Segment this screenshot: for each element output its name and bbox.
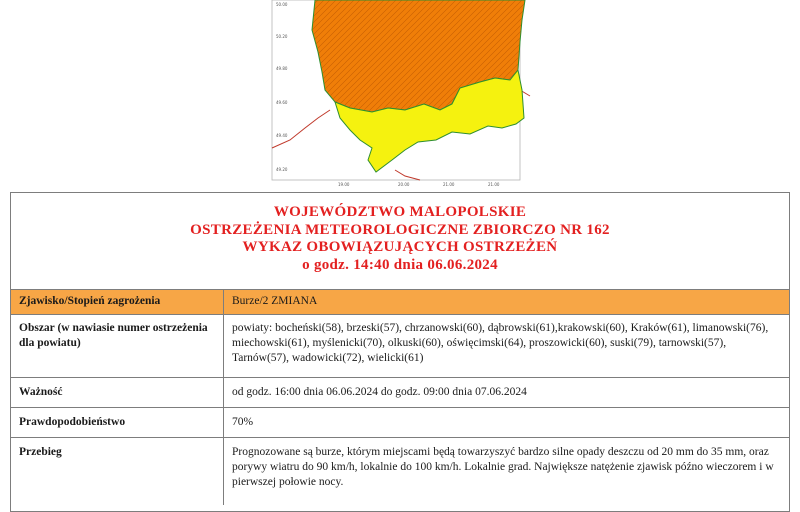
table-row bbox=[11, 438, 789, 506]
table-row bbox=[11, 315, 789, 378]
y-tick-label: 49.60 bbox=[276, 100, 288, 105]
warning-details bbox=[11, 290, 789, 505]
table-row bbox=[11, 378, 789, 408]
course-value: Prognozowane są burze, którym miejscami będą towarzyszyć bardzo silne opady deszczu od 20 mm do 35 mm, oraz porywy wiatru do 90 km/h, lokalnie do 100 km/h. Lokalnie grad. Największe natężenie zjawisk późno wieczorem i w pierwszej połowie nocy. bbox=[224, 438, 790, 506]
area-value: powiaty: bocheński(58), brzeski(57), chrzanowski(60), dąbrowski(61),krakowski(60), Kraków(61), limanowski(76), miechowski(61), myślenicki(70), olkuski(60), oświęcimski(64), proszowicki(60), suski(79), tarnowski(57), Tarnów(57), wadowicki(72), wielicki(61) bbox=[224, 315, 790, 378]
x-tick-label: 19.00 bbox=[338, 182, 350, 187]
warning-map bbox=[0, 0, 800, 192]
warning-table bbox=[10, 192, 790, 512]
validity-value: od godz. 16:00 dnia 06.06.2024 do godz. 09:00 dnia 07.06.2024 bbox=[224, 378, 790, 408]
bulletin-title: OSTRZEŻENIA METEOROLOGICZNE ZBIORCZO NR 162 bbox=[190, 221, 610, 238]
table-row bbox=[11, 408, 789, 438]
probability-label: Prawdopodobieństwo bbox=[11, 408, 224, 438]
issue-time: o godz. 14:40 dnia 06.06.2024 bbox=[302, 256, 498, 273]
course-label: Przebieg bbox=[11, 438, 224, 506]
warning-header bbox=[11, 193, 789, 290]
area-label: Obszar (w nawiasie numer ostrzeżenia dla powiatu) bbox=[11, 315, 224, 378]
y-tick-label: 50.20 bbox=[276, 34, 288, 39]
y-tick-label: 50.00 bbox=[276, 2, 288, 7]
phenomenon-value: Burze/2 ZMIANA bbox=[224, 290, 790, 315]
x-tick-label: 21.00 bbox=[443, 182, 455, 187]
map-svg bbox=[0, 0, 800, 192]
x-tick-label: 20.00 bbox=[398, 182, 410, 187]
phenomenon-label: Zjawisko/Stopień zagrożenia bbox=[11, 290, 224, 315]
table-row bbox=[11, 290, 789, 315]
x-tick-label: 21.00 bbox=[488, 182, 500, 187]
list-title: WYKAZ OBOWIĄZUJĄCYCH OSTRZEŻEŃ bbox=[242, 239, 558, 255]
y-tick-label: 49.40 bbox=[276, 133, 288, 138]
y-tick-label: 49.20 bbox=[276, 167, 288, 172]
y-tick-label: 49.80 bbox=[276, 66, 288, 71]
region-title: WOJEWÓDZTWO MALOPOLSKIE bbox=[273, 204, 527, 220]
validity-label: Ważność bbox=[11, 378, 224, 408]
probability-value: 70% bbox=[224, 408, 790, 438]
